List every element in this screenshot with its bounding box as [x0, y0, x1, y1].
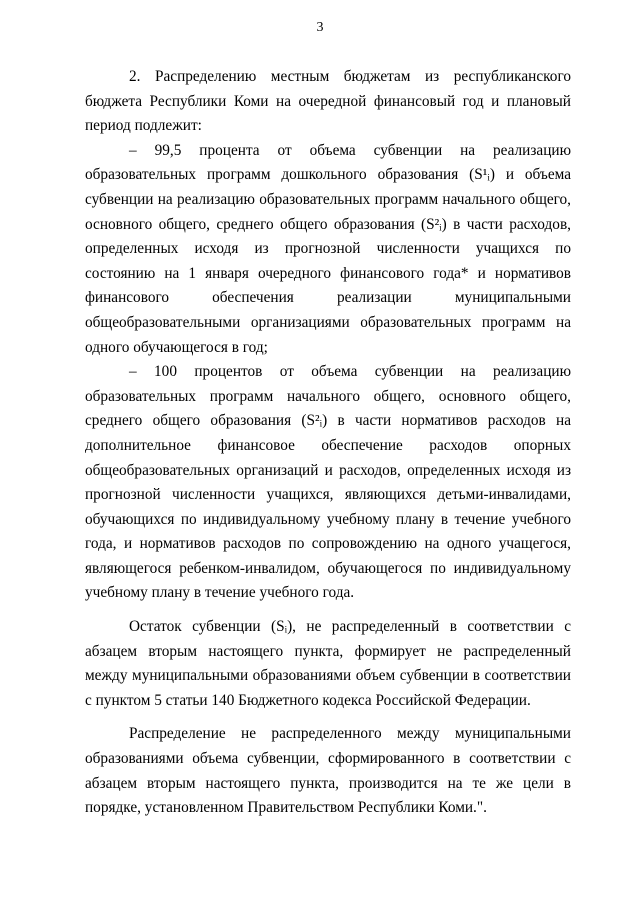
- document-body: [85, 65, 571, 821]
- paragraph-item-1: – 99,5 процента от объема субвенции на реализацию образовательных программ дошкольного образования (S¹ᵢ) и объема субвенции на реализацию образовательных программ начального общего, основного общего, среднего общего образования (S²ᵢ) в части расходов, определенных исходя из прогнозной численности учащихся по состоянию на 1 января очередного финансового года* и нормативов финансового обеспечения реализации муниципальными общеобразовательными организациями образовательных программ на одного обучающегося в год;: [85, 141, 571, 356]
- paragraph-intro: 2. Распределению местным бюджетам из республиканского бюджета Республики Коми на очередной финансовый год и плановый период подлежит:: [85, 68, 571, 135]
- paragraph-remainder: Остаток субвенции (Sᵢ), не распределенный в соответствии с абзацем вторым настоящего пункта, формирует не распределенный между муниципальными образованиями объем субвенции в соответствии с пунктом 5 статьи 140 Бюджетного кодекса Российской Федерации.: [85, 618, 571, 709]
- page-number: 3: [316, 20, 324, 35]
- paragraph-distribution: Распределение не распределенного между муниципальными образованиями объема субвенции, сформированного в соответствии с абзацем вторым настоящего пункта, производится на те же цели в порядке, установленном Правительством Республики Коми.".: [85, 725, 571, 817]
- paragraph-item-2: – 100 процентов от объема субвенции на реализацию образовательных программ начального общего, основного общего, среднего общего образования (S²ᵢ) в части нормативов расходов на дополнительное финансовое обеспечение расходов опорных общеобразовательных организаций и расходов, определенных исходя из прогнозной численности учащихся, являющихся детьми-инвалидами, обучающихся по индивидуальному учебному плану в течение учебного года, и нормативов расходов по сопровождению на одного учащегося, являющегося ребенком-инвалидом, обучающегося по индивидуальному учебному плану в течение учебного года.: [85, 363, 571, 602]
